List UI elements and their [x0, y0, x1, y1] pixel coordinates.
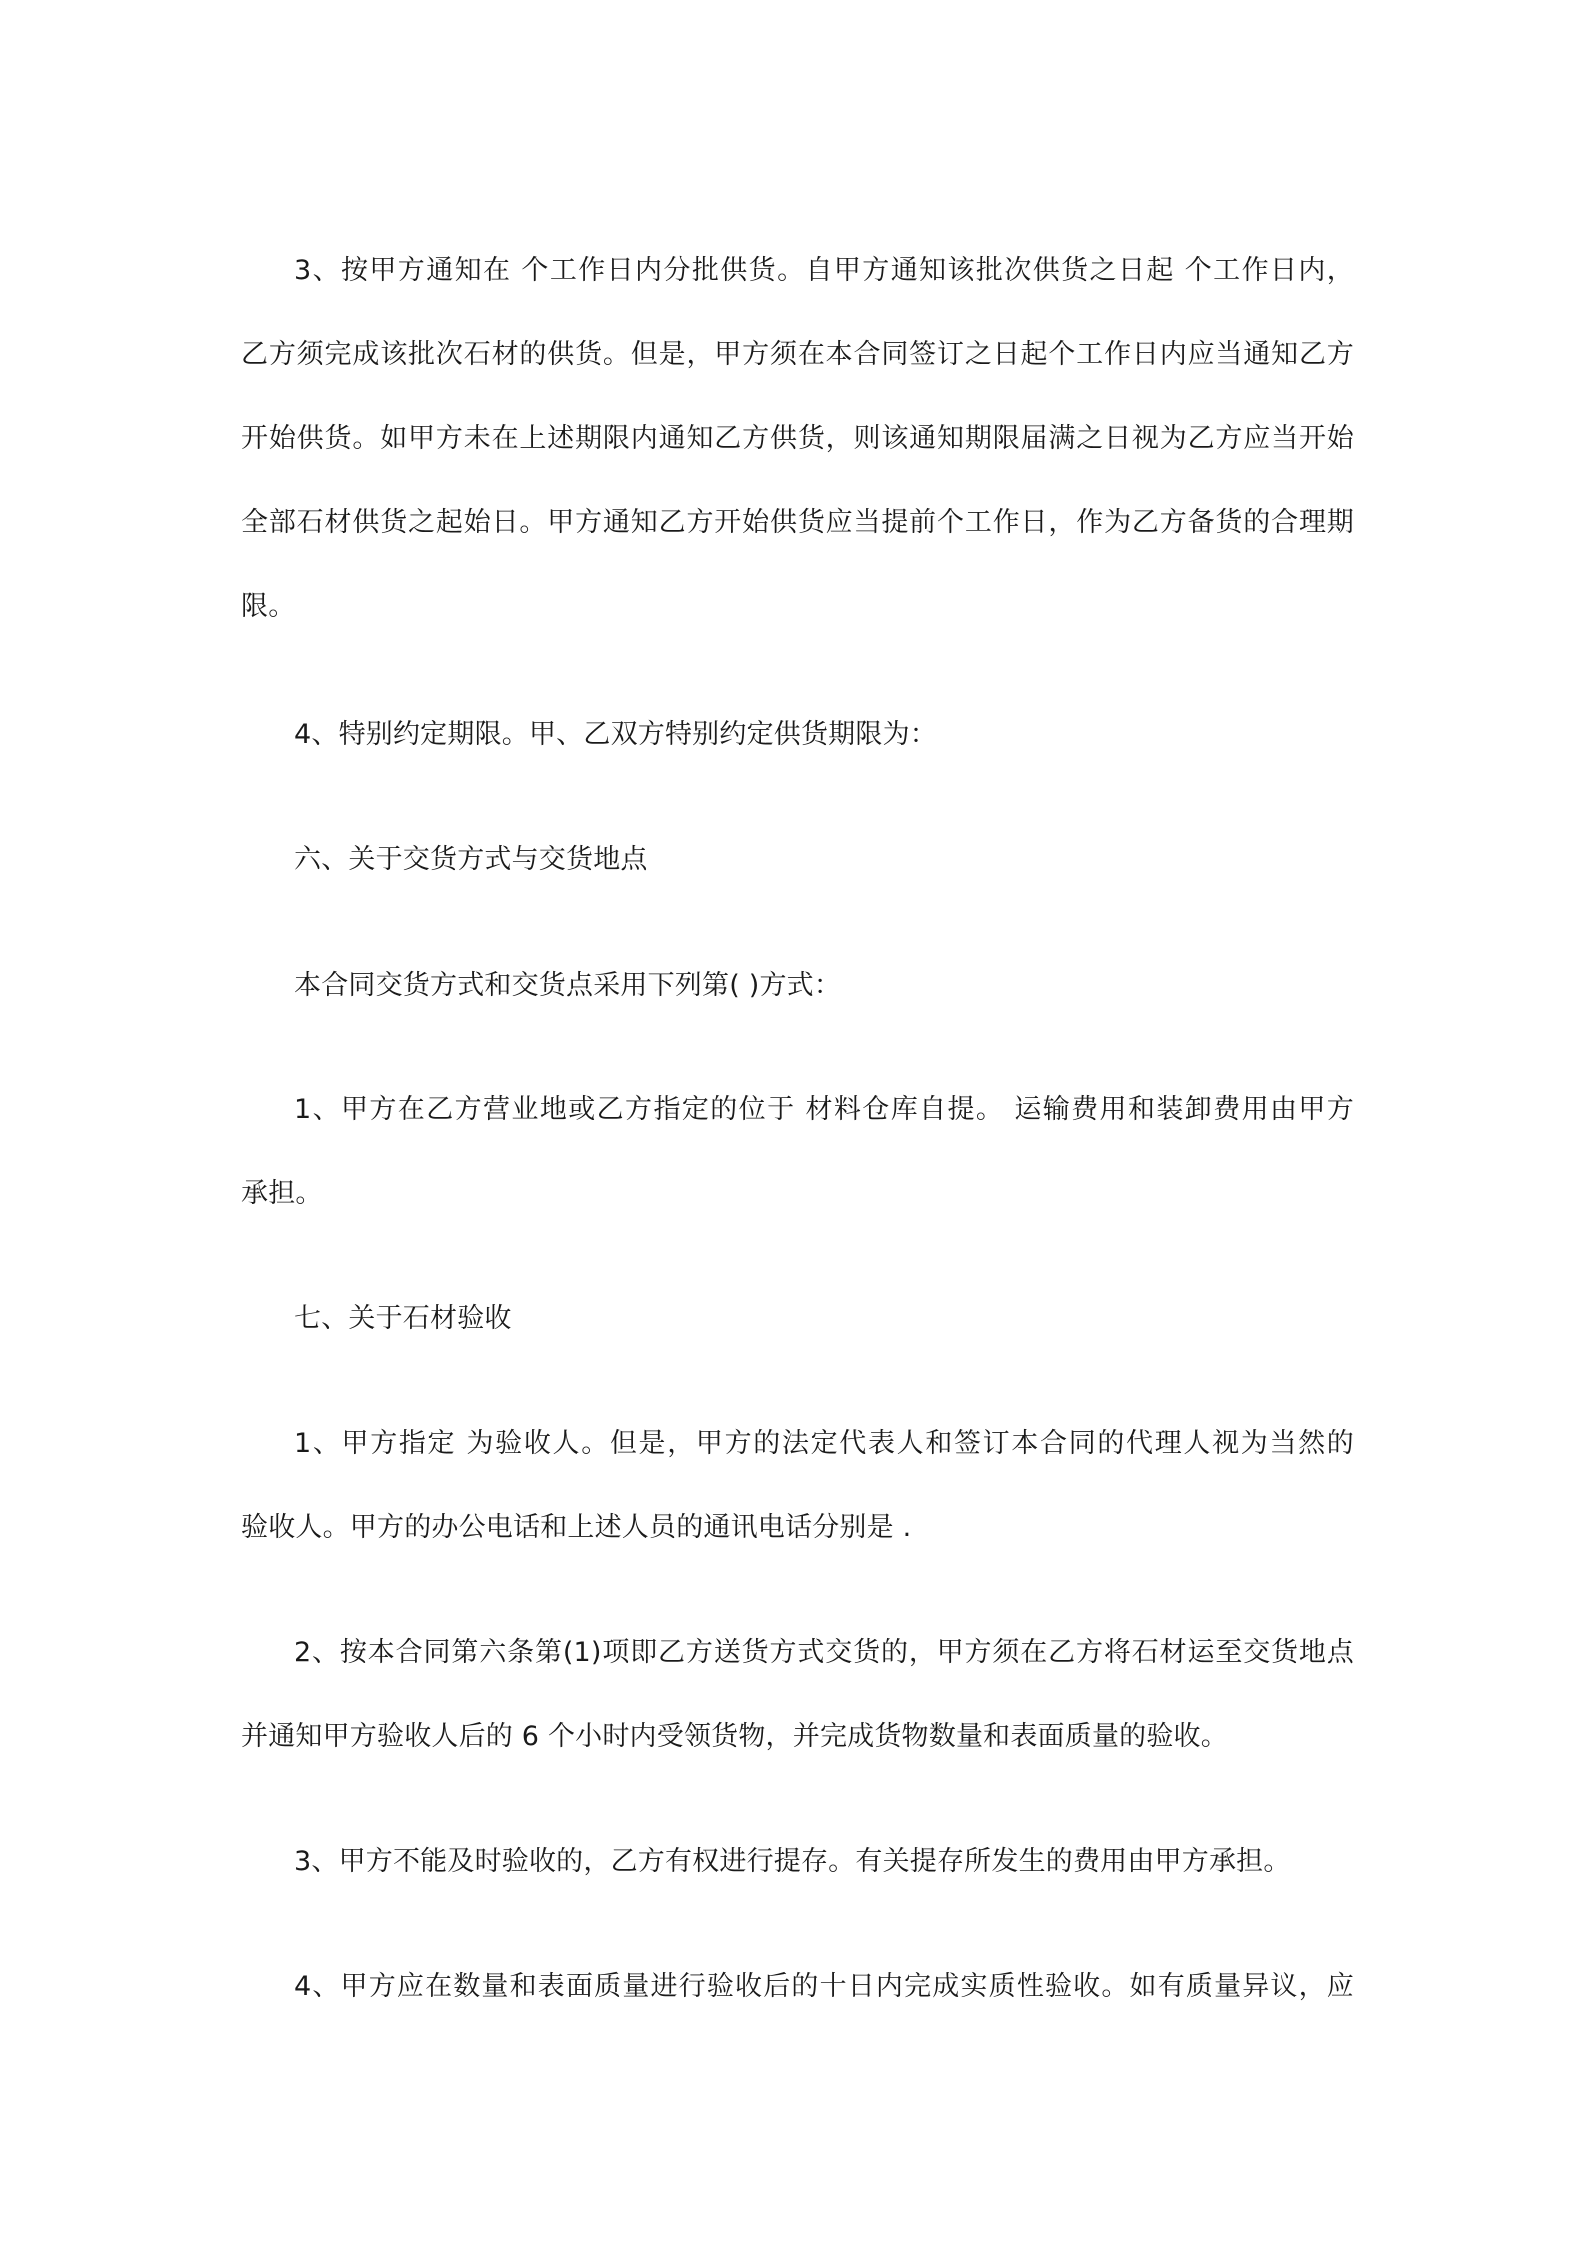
- paragraph-accept-3: 3、甲方不能及时验收的，乙方有权进行提存。有关提存所发生的费用由甲方承担。: [294, 1846, 1291, 1877]
- paragraph-accept-1-line-2: 验收人。甲方的办公电话和上述人员的通讯电话分别是 .: [241, 1512, 912, 1543]
- paragraph-delivery-1-line-1: 1、甲方在乙方营业地或乙方指定的位于 材料仓库自提。 运输费用和装卸费用由甲方: [294, 1094, 1354, 1125]
- paragraph-supply-3-line-2: 乙方须完成该批次石材的供货。但是，甲方须在本合同签订之日起个工作日内应当通知乙方: [241, 339, 1354, 370]
- paragraph-accept-1-line-1: 1、甲方指定 为验收人。但是，甲方的法定代表人和签订本合同的代理人视为当然的: [294, 1428, 1354, 1459]
- paragraph-supply-3-line-5: 限。: [241, 591, 296, 622]
- paragraph-supply-3-line-3: 开始供货。如甲方未在上述期限内通知乙方供货，则该通知期限届满之日视为乙方应当开始: [241, 423, 1354, 454]
- paragraph-accept-4-line-1: 4、甲方应在数量和表面质量进行验收后的十日内完成实质性验收。如有质量异议，应: [294, 1971, 1354, 2002]
- paragraph-supply-3-line-1: 3、按甲方通知在 个工作日内分批供货。自甲方通知该批次供货之日起 个工作日内，: [294, 255, 1354, 286]
- paragraph-accept-2-line-1: 2、按本合同第六条第(1)项即乙方送货方式交货的，甲方须在乙方将石材运至交货地点: [294, 1637, 1354, 1668]
- paragraph-supply-3-line-4: 全部石材供货之起始日。甲方通知乙方开始供货应当提前个工作日，作为乙方备货的合理期: [241, 507, 1354, 538]
- paragraph-supply-4: 4、特别约定期限。甲、乙双方特别约定供货期限为：: [294, 719, 937, 750]
- paragraph-delivery-1-line-2: 承担。: [241, 1178, 323, 1209]
- paragraph-delivery-intro: 本合同交货方式和交货点采用下列第( )方式：: [294, 970, 842, 1001]
- paragraph-accept-2-line-2: 并通知甲方验收人后的 6 个小时内受领货物，并完成货物数量和表面质量的验收。: [241, 1721, 1228, 1752]
- section-heading-6: 六、关于交货方式与交货地点: [294, 844, 648, 875]
- section-heading-7: 七、关于石材验收: [294, 1303, 512, 1334]
